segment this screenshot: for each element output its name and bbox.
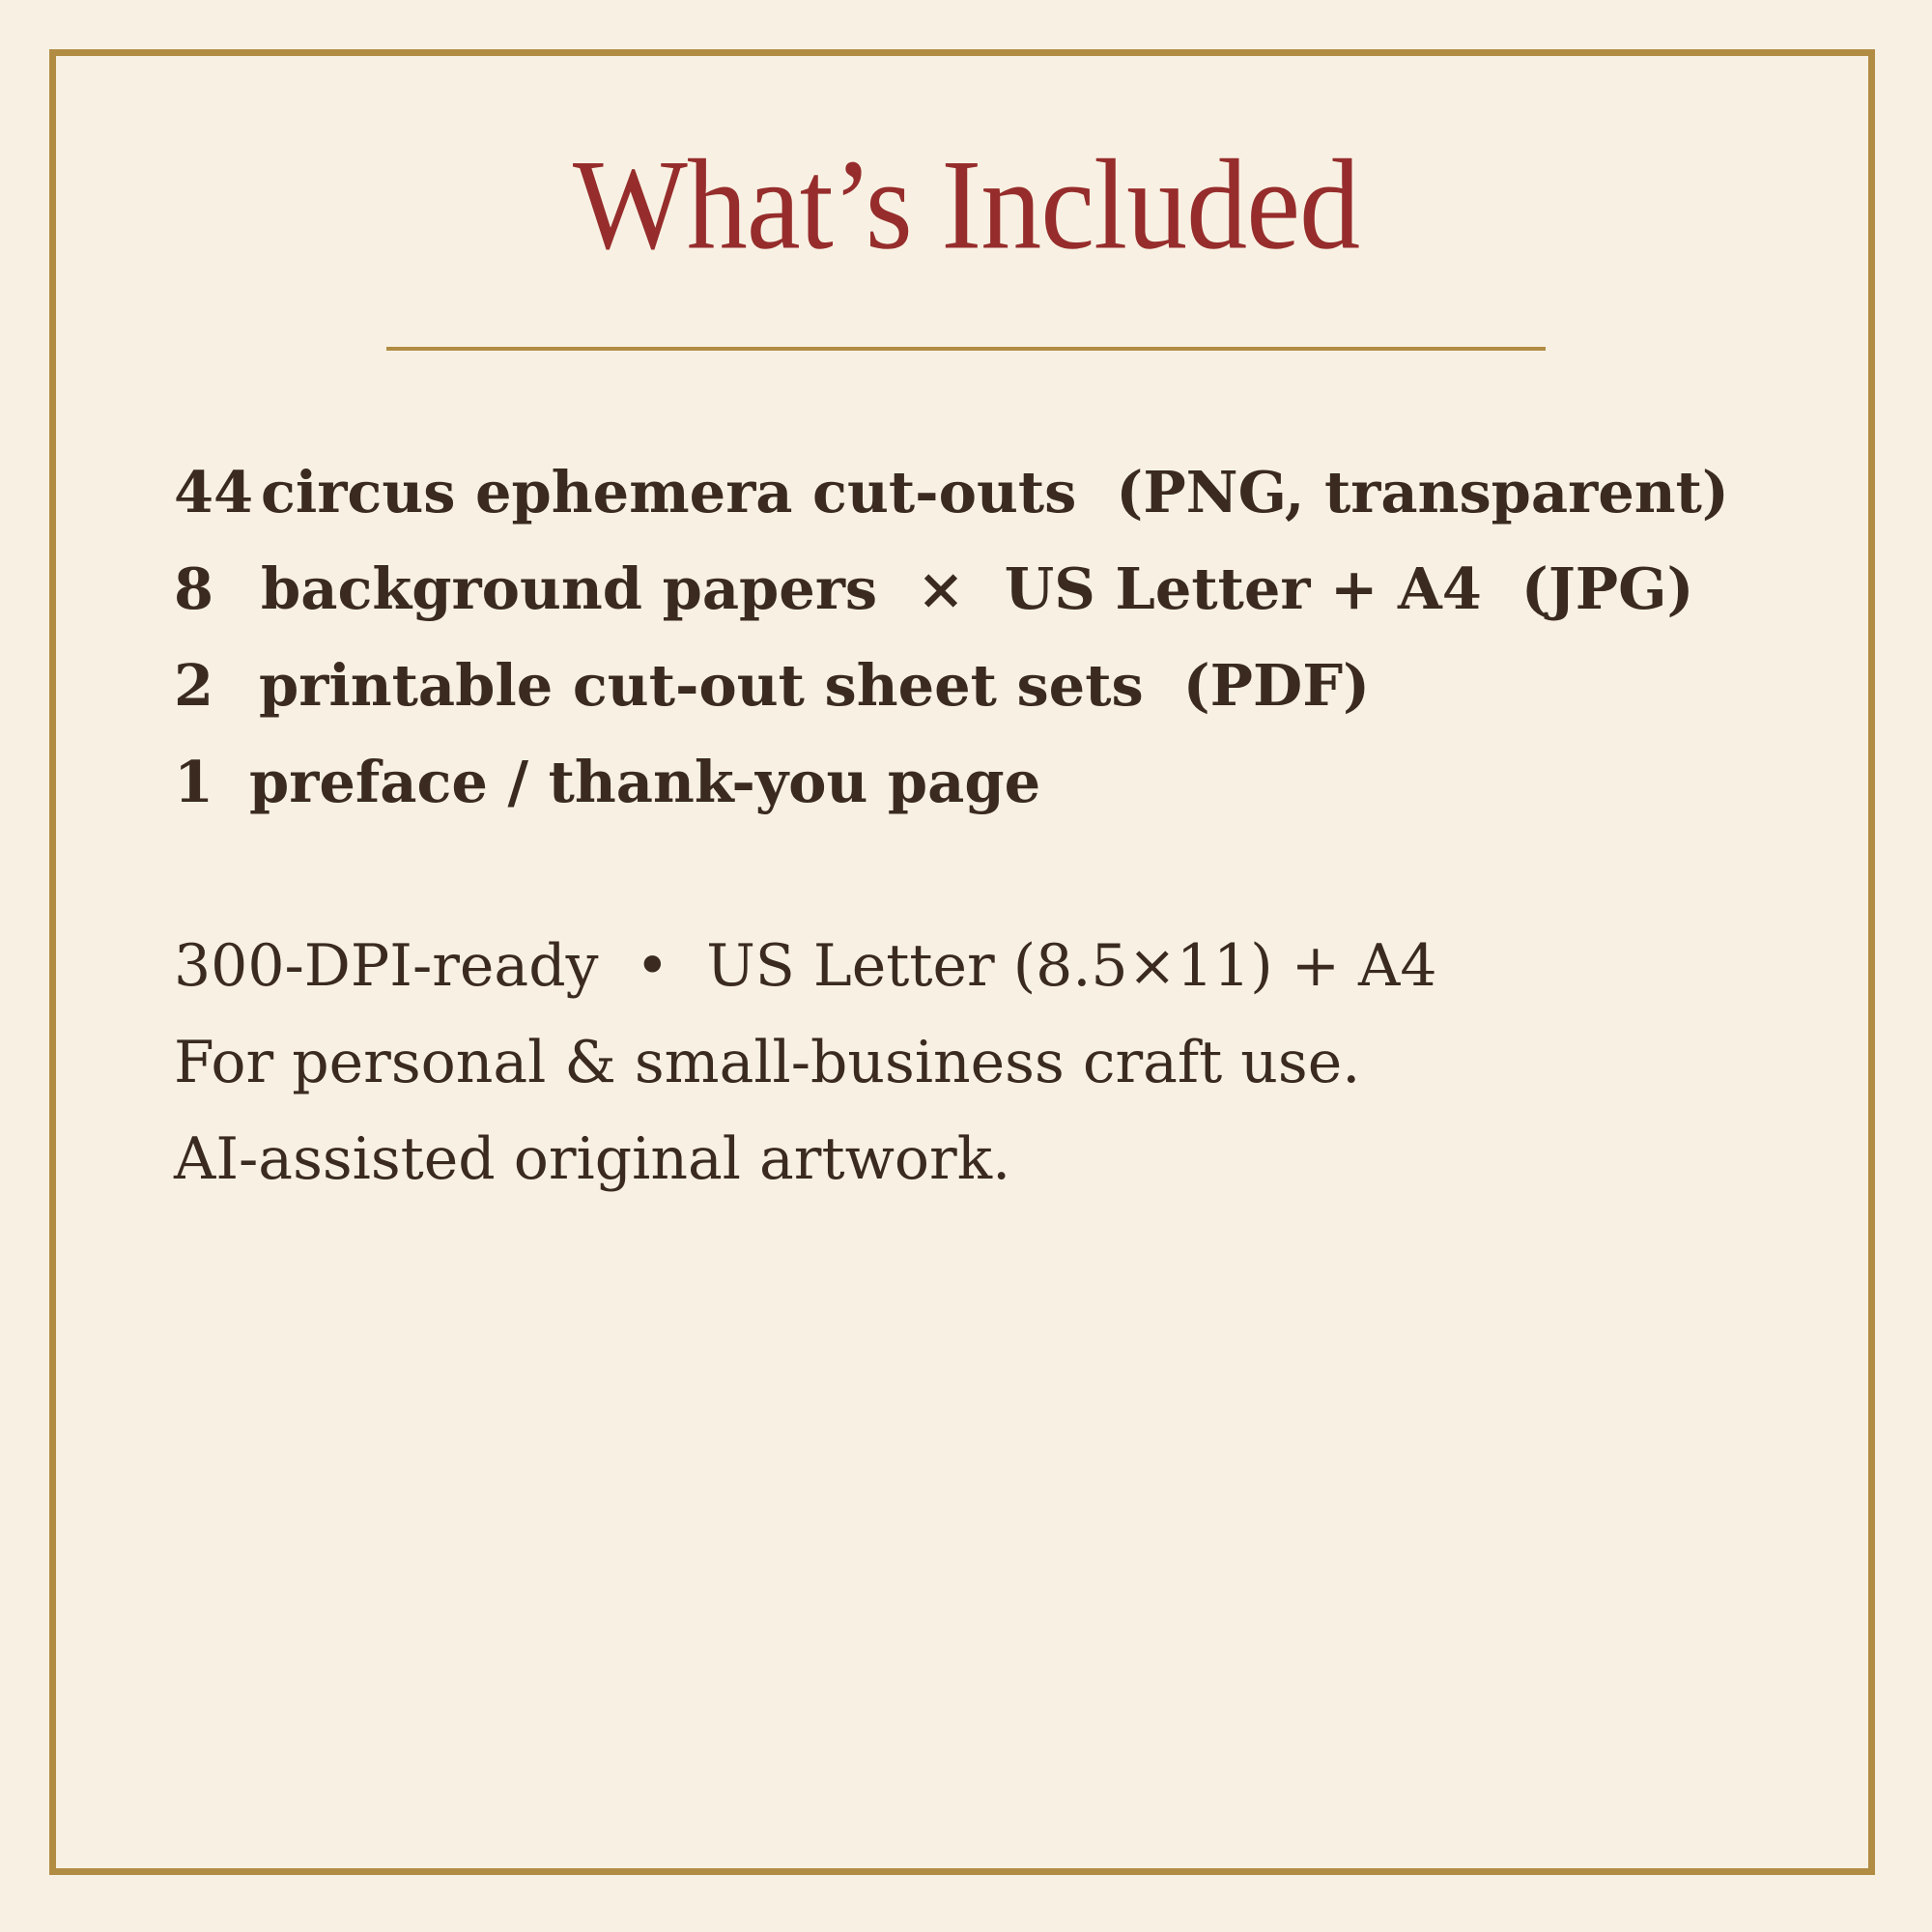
list-item — [174, 444, 1729, 541]
item-text: circus ephemera cut-outs (PNG, transparent) — [261, 459, 1729, 526]
item-count: 1 — [174, 749, 214, 815]
item-text: background papers × US Letter + A4 (JPG) — [261, 555, 1694, 622]
product-notes — [174, 918, 1437, 1208]
title-divider — [386, 347, 1546, 351]
item-count: 44 — [174, 459, 254, 526]
list-item — [174, 638, 1729, 734]
included-items-list — [174, 444, 1729, 831]
item-text: printable cut-out sheet sets (PDF) — [259, 652, 1371, 719]
page-title: What’s Included — [572, 133, 1360, 277]
note-license: For personal & small-business craft use. — [174, 1029, 1361, 1096]
note-resolution-size: 300-DPI-ready • US Letter (8.5×11) + A4 — [174, 932, 1437, 1000]
list-item — [174, 541, 1729, 638]
item-count: 8 — [174, 555, 214, 622]
item-count: 2 — [174, 652, 214, 719]
item-text: preface / thank-you page — [249, 749, 1041, 815]
note-artwork: AI-assisted original artwork. — [174, 1125, 1011, 1193]
list-item — [174, 734, 1729, 831]
